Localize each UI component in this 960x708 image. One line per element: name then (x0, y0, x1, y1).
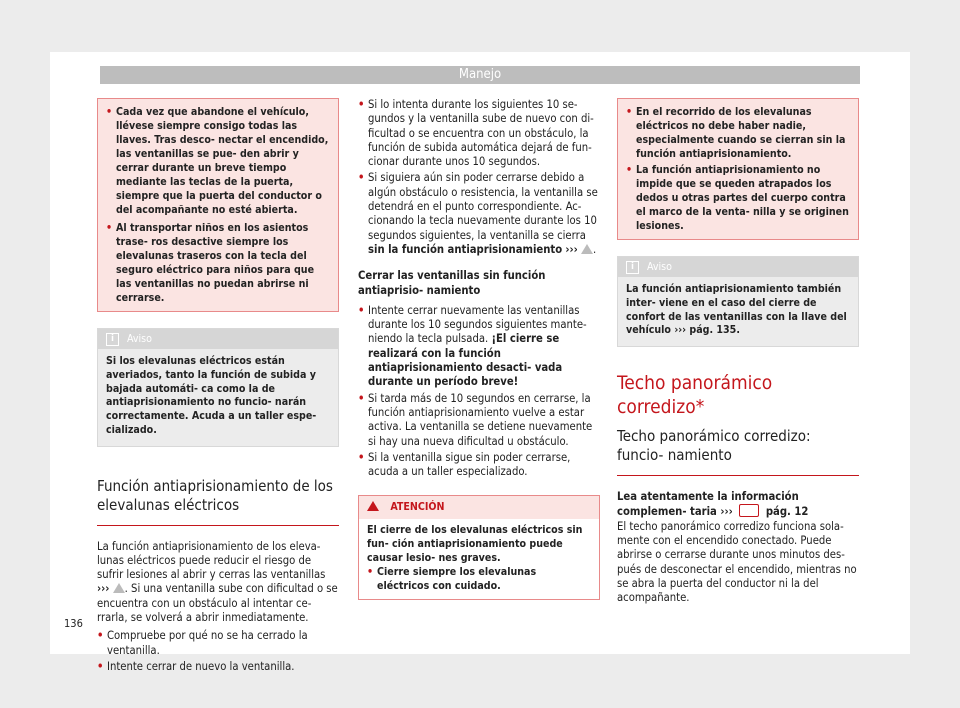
column-middle (358, 98, 600, 600)
notice-body: La función antiaprisionamiento también inter- viene en el caso del cierre de confort de las ventanillas con la llave del vehículo (626, 283, 847, 337)
warning-triangle-icon (581, 244, 593, 254)
page-reference[interactable]: pág. 12 (765, 505, 809, 519)
chapter-title: Techo panorámico corredizo* (617, 372, 773, 419)
notice-header (618, 257, 858, 277)
list-item: • Si tarda más de 10 segundos en cerrarse, la función antiaprisionamiento vuelve a estar activa. La ventanilla se detiene nuevamente si hay una nueva dificultad u obstáculo. (358, 392, 600, 449)
caution-box (358, 495, 600, 599)
bullet2-text: Si siguiera aún sin poder cerrarse debido a algún obstáculo o resistencia, la ventanilla se detendrá en el punto correspondiente. Ac- cionando la tecla nuevamente durante los 10 segundos siguientes, la ventanilla se cierra (368, 171, 598, 242)
intro-paragraph (97, 540, 339, 626)
intro-text-a: La función antiaprisionamiento de los eleva- lunas eléctricos puede reducir el riesgo de sufrir lesiones al abrir y cerras las ventanillas (97, 539, 326, 582)
list-item: • Si la ventanilla sigue sin poder cerrarse, acuda a un taller especializado. (358, 451, 600, 480)
book-icon (739, 504, 759, 517)
caution-body (359, 519, 599, 599)
cross-ref-arrows: ››› (97, 582, 110, 596)
column-right (617, 98, 859, 605)
list-item: • Compruebe por qué no se ha cerrado la ventanilla. (97, 629, 339, 658)
bullet3-bold: ¡El cierre se realizará con la función antiaprisionamiento desacti- vada durante un período breve! (368, 332, 563, 389)
section-heading: Techo panorámico corredizo: funcio- namiento (617, 427, 859, 476)
warning-box-continued (617, 98, 859, 240)
caution-header (359, 496, 599, 518)
read-note-text: Lea atentamente la información complemen- taria (617, 490, 799, 519)
warning-box-continued (97, 98, 339, 312)
page-reference[interactable]: ››› pág. 135. (674, 324, 740, 337)
bullet2-bold: sin la función antiaprisionamiento (368, 242, 563, 256)
intro-text-b: . Si una ventanilla sube con dificultad o se encuentra con un obstáculo al intentar ce- rrarla, se volverá a abrir inmediatamente. (97, 582, 338, 624)
cross-ref-arrows: ››› (720, 505, 733, 519)
info-icon: i (626, 261, 639, 274)
section-heading: Función antiaprisionamiento de los elevalunas eléctricos (97, 477, 339, 526)
column-left (97, 98, 339, 674)
warning-bullet: • En el recorrido de los elevalunas eléctricos no debe haber nadie, especialmente cuando se cierran sin la función antiaprisionamiento. (626, 105, 850, 161)
notice-title: Aviso (647, 261, 672, 273)
notice-header (98, 329, 338, 349)
notice-box (97, 328, 339, 447)
warning-bullet: • Al transportar niños en los asientos trase- ros desactive siempre los elevalunas traseros con la tecla del seguro eléctrico para niños para que las ventanillas no puedan abrirse ni cerrarse. (106, 221, 330, 305)
list-item: • Si siguiera aún sin poder cerrarse debido a algún obstáculo o resistencia, la ventanilla se detendrá en el punto correspondiente. Ac- cionando la tecla nuevamente durante los 10 segundos siguientes, la ventanilla se cierra sin la función antiaprisionamiento ››› . (358, 171, 600, 257)
caution-bullet: • Cierre siempre los elevalunas eléctricos con cuidado. (367, 565, 591, 593)
body-paragraph: El techo panorámico corredizo funciona sola- mente con el encendido conectado. Puede abrirse o cerrarse durante unos minutos des- pués de desconectar el encendido, mientras no se abra la puerta del conductor ni la del acompañante. (617, 519, 857, 605)
warning-triangle-icon (113, 583, 125, 593)
warning-triangle-icon (367, 501, 379, 511)
page-header: Manejo (100, 66, 860, 84)
caution-text: El cierre de los elevalunas eléctricos sin fun- ción antiaprisionamiento puede causar lesio- nes graves. (367, 523, 583, 564)
subheading: Cerrar las ventanillas sin función antiaprisio- namiento (358, 269, 546, 297)
notice-box (617, 256, 859, 347)
info-icon: i (106, 333, 119, 346)
notice-title: Aviso (127, 333, 152, 345)
list-item (358, 304, 600, 390)
notice-text (618, 277, 858, 346)
notice-text: Si los elevalunas eléctricos están averiados, tanto la función de subida y bajada automáti- ca como la de antiaprisionamiento no funcio- narán correctamente. Acuda a un taller espe- cializado. (106, 355, 317, 436)
cross-ref-arrows: ››› (565, 242, 578, 256)
list-item: • Si lo intenta durante los siguientes 10 se- gundos y la ventanilla sube de nuevo con di- ficultad o se encuentra con un obstáculo, la función de subida automática dejará de fun- cionar durante unos 10 segundos. (358, 98, 600, 169)
caution-title: ATENCIÓN (390, 501, 445, 514)
warning-bullet: • Cada vez que abandone el vehículo, llévese siempre consigo todas las llaves. Tras desco- nectar el encendido, las ventanillas se pue- den abrir y cerrar durante un breve tiempo mediante las teclas de la puerta, siempre que la puerta del conductor o del acompañante no esté abierta. (106, 105, 330, 217)
bullet3-text: Intente cerrar nuevamente las ventanillas durante los 10 segundos siguientes mante- niendo la tecla pulsada. (368, 303, 587, 346)
read-note (617, 490, 859, 520)
page-number: 136 (64, 617, 83, 630)
warning-bullet: • La función antiaprisionamiento no impide que se queden atrapados los dedos u otras partes del cuerpo contra el marco de la venta- nilla y se originen lesiones. (626, 163, 850, 233)
list-item: • Intente cerrar de nuevo la ventanilla. (97, 660, 339, 674)
